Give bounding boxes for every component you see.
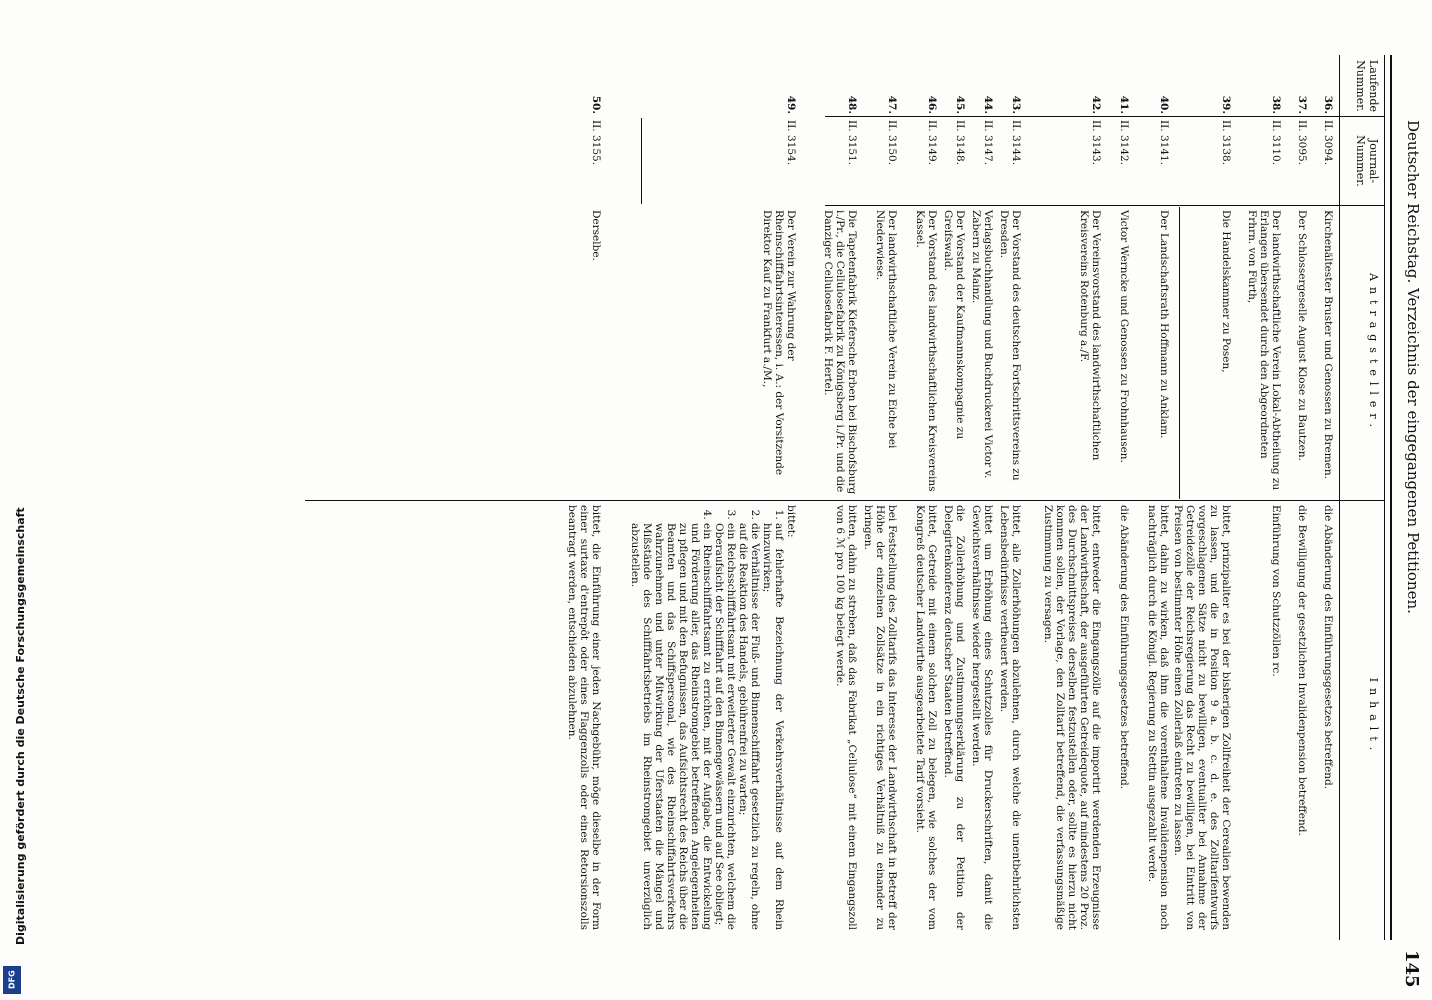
row-49-request-item: 3. ein Reichsschifffahrtsamt mit erweiterter Gewalt einzurichten, welchem die Oberaufsicht der Schifffahrt auf den Binnengewässern und auf See obliegt; — [713, 523, 737, 930]
column-header-antragsteller: Antragsteller. — [1367, 273, 1380, 433]
row-separator — [1179, 207, 1180, 499]
row-43-journal: II. 3144. — [1010, 120, 1022, 166]
row-37-content: die Bewilligung der gesetzlichen Invalidenpension betreffend. — [1296, 505, 1308, 836]
row-49-number: 49. — [785, 95, 797, 114]
row-47-petitioner: Der landwirthschaftliche Verein zu Eiche bei Niederwiese. — [874, 210, 898, 449]
column-header-rule — [1339, 55, 1340, 940]
row-40-number: 40. — [1158, 95, 1170, 114]
row-47-journal: II. 3150. — [886, 120, 898, 166]
row-50-number: 50. — [590, 95, 602, 114]
row-46-number: 46. — [926, 95, 938, 114]
row-47-content: bei Feststellung des Zolltarifs das Interesse der Landwirthschaft in Betreff der Höhe der einzelnen Zollsätze in ein richtiges Verhältniß zu einander zu bringen. — [862, 505, 898, 930]
row-49-content — [629, 505, 797, 930]
row-separator — [641, 118, 642, 204]
row-38-number: 38. — [1270, 95, 1282, 114]
row-36-journal: II. 3094. — [1322, 120, 1334, 166]
row-39-number: 39. — [1220, 95, 1232, 114]
page-number: 145 — [1401, 950, 1422, 988]
row-38-content: Einführung von Schutzzöllen rc. — [1270, 505, 1282, 677]
row-46-petitioner: Der Vorstand des landwirthschaftlichen Kreisvereins Kassel. — [914, 210, 938, 492]
row-37-journal: II. 3095. — [1296, 120, 1308, 166]
header-top-rule — [1390, 55, 1392, 940]
row-43-number: 43. — [1010, 95, 1022, 114]
row-49-request-item: 2. die Verhältnisse der Fluß- und Binnenschifffahrt gesetzlich zu regeln, ohne auf die Reaktion des Handels, gebührenfrei zu warten; — [737, 523, 761, 930]
row-45-journal: II. 3148. — [954, 120, 966, 166]
row-36-content: die Abänderung des Einführungsgesetzes betreffend. — [1322, 505, 1334, 790]
row-41-journal: II. 3142. — [1118, 120, 1130, 166]
row-46-journal: II. 3149. — [926, 120, 938, 166]
row-50-content: bittet, die Einführung einer jeden Nachgebühr, möge dieselbe in der Form einer surtaxe d'entrepôt oder eines Flaggenzolls oder eines Retorsionszolls beantragt werden, entschieden abzulehnen. — [566, 505, 602, 930]
row-37-number: 37. — [1296, 95, 1308, 114]
row-38-petitioner: Der landwirthschaftliche Verein Lokal-Abtheilung zu Erlangen übersendet durch den Abgeordneten Frhrn. von Fürth, — [1246, 210, 1282, 491]
row-49-petitioner: Der Verein zur Wahrung der Rheinschifffahrtsinteressen, i. A.: der Vorsitzende Direktor Kauf zu Frankfurt a./M., — [761, 210, 797, 476]
row-43-petitioner: Der Vorstand des deutschen Fortschrittsvereins zu Dresden. — [998, 210, 1022, 481]
row-40-content: bittet, dahin zu wirken, daß ihm die vorenthaltene Invalidenpension noch nachträglich durch die Königl. Regierung zu Stettin ausgezahlt werde. — [1146, 505, 1170, 930]
row-50-journal: II. 3155. — [590, 120, 602, 166]
header-second-rule — [1384, 55, 1385, 940]
row-41-content: die Abänderung des Einführungsgesetzes betreffend. — [1118, 505, 1130, 790]
column-divider-3 — [305, 500, 1385, 501]
row-42-journal: II. 3143. — [1090, 120, 1102, 166]
row-46-content: bittet, Getreide mit einem solchen Zoll zu belegen, wie solches der vom Kongreß deutscher Landwirthe ausgearbeitete Tarif vorsieht. — [914, 505, 938, 930]
row-39-petitioner: Die Handelskammer zu Posen, — [1220, 210, 1232, 373]
digitization-credit: Digitalisierung gefördert durch die Deutsche Forschungsgemeinschaft — [14, 507, 27, 945]
row-48-number: 48. — [846, 95, 858, 114]
row-38-journal: II. 3110. — [1270, 120, 1282, 166]
row-42-content: bittet, entweder die Eingangszölle auf die importirt werdenden Erzeugnisse der Landwirthschaft, der ausgeführten Getreidequote, auf mindestens 20 Proz. des Durchschnittspreises derselben festzustellen oder, sollte es hierzu nicht kommen sollen, der Vorlage, den Zolltarif betreffend, die verfassungsmäßige Zustimmung zu versagen. — [1042, 505, 1102, 930]
row-49-request-item: 4. ein Rheinschifffahrtsamt zu errichten, mit der Aufgabe, die Entwickelung und Förderung aller, das Rheinstromgebiet betreffenden Angelegenheiten zu pflegen und mit den Befugnissen, das Aufsichtsrecht des Reichs über die Beamten und das Schiffspersonal, wie des Rheinschiffahrtsverkehrs wahrzunehmen und unter Mitwirkung der Uferstaaten die Mängel und Mißstände des Schifffahrtsbetriebs im Rheinstromgebiet unverzüglich abzustellen. — [629, 523, 713, 930]
row-48-journal: II. 3151. — [846, 120, 858, 166]
row-49-journal: II. 3154. — [785, 120, 797, 166]
row-47-number: 47. — [886, 95, 898, 114]
row-37-petitioner: Der Schlossergeselle August Klose zu Bautzen. — [1296, 210, 1308, 461]
column-header-laufende-nummer: Laufende Nummer. — [1354, 59, 1380, 113]
row-41-petitioner: Victor Werncke und Genossen zu Frohnhausen. — [1118, 210, 1130, 463]
row-40-petitioner: Der Landschaftsrath Hoffmann zu Anklam. — [1158, 210, 1170, 439]
row-44-journal: II. 3147. — [982, 120, 994, 166]
row-45-content: die Zollerhöhung und Zustimmungserklärung zu der Petition der Delegirtenkonferenz deutscher Staaten betreffend. — [942, 505, 966, 930]
column-divider-2 — [825, 205, 1385, 206]
digitization-credit-strip — [0, 0, 27, 1000]
row-39-content: bittet, prinzipaliter es bei der bisherigen Zollfreiheit der Cerealien bewenden zu lassen, und die in Position 9 a. b. c. d. e. des Zolltarifentwurfs vorgeschlagenen Sätze nicht zu bewilligen, eventualiter bei Annahme der Getreidezölle der Reichsregierung das Recht zu bewilligen, bei Eintritt von Preisen von bestimmter Höhe einen Zollerlaß eintreten zu lassen. — [1172, 505, 1232, 930]
row-43-content: bittet, alle Zollerhöhungen abzulehnen, durch welche die unentbehrlichsten Lebensbedürfnisse vertheuert werden. — [998, 505, 1022, 930]
row-44-content: bittet um Erhöhung eines Schutzzolles für Druckerschriften, damit die Gewichtsverhältnisse wieder hergestellt werden. — [970, 505, 994, 930]
row-42-petitioner: Der Vereinsvorstand des landwirthschaftlichen Kreisvereins Rotenburg a./F. — [1078, 210, 1102, 461]
row-48-content: bitten, dahin zu streben, daß das Fabrikat „Cellulose“ mit einem Eingangszoll von 6 ℳ pro 100 kg belegt werde. — [834, 505, 858, 930]
dfg-logo: DFG — [3, 966, 21, 994]
row-40-journal: II. 3141. — [1158, 120, 1170, 166]
row-44-number: 44. — [982, 95, 994, 114]
row-49-content-intro: bittet: — [785, 505, 797, 538]
column-header-journal-nummer: Journal-Nummer. — [1354, 135, 1380, 187]
row-36-petitioner: Kirchenältester Bruster und Genossen zu Bremen. — [1322, 210, 1334, 479]
row-42-number: 42. — [1090, 95, 1102, 114]
row-45-petitioner: Der Vorstand der Kaufmannskompagnie zu Greifswald. — [942, 210, 966, 440]
column-header-inhalt: Inhalt. — [1367, 677, 1380, 757]
row-39-journal: II. 3138. — [1220, 120, 1232, 166]
row-41-number: 41. — [1118, 95, 1130, 114]
row-44-petitioner: Verlagsbuchhandlung und Buchdruckerei Victor v. Zabern zu Mainz. — [970, 210, 994, 479]
row-48-petitioner: Die Tapetenfabrik Kiefersche Erben bei Bischofsburg i./Pr., die Cellulosefabrik zu Königsberg i./Pr. und die Danziger Cellulosefabrik F. Hertel. — [822, 210, 858, 495]
column-divider-1 — [825, 116, 1385, 117]
row-49-request-item: 1. auf fehlerhafte Bezeichnung der Verkehrsverhältnisse auf dem Rhein hinzuwirken; — [761, 523, 785, 930]
page-header-title: Deutscher Reichstag. Verzeichnis der eingegangenen Petitionen. — [1404, 120, 1422, 614]
row-49-request-list — [629, 505, 785, 930]
row-45-number: 45. — [954, 95, 966, 114]
row-50-petitioner: Derselbe. — [590, 210, 602, 261]
row-36-number: 36. — [1322, 95, 1334, 114]
